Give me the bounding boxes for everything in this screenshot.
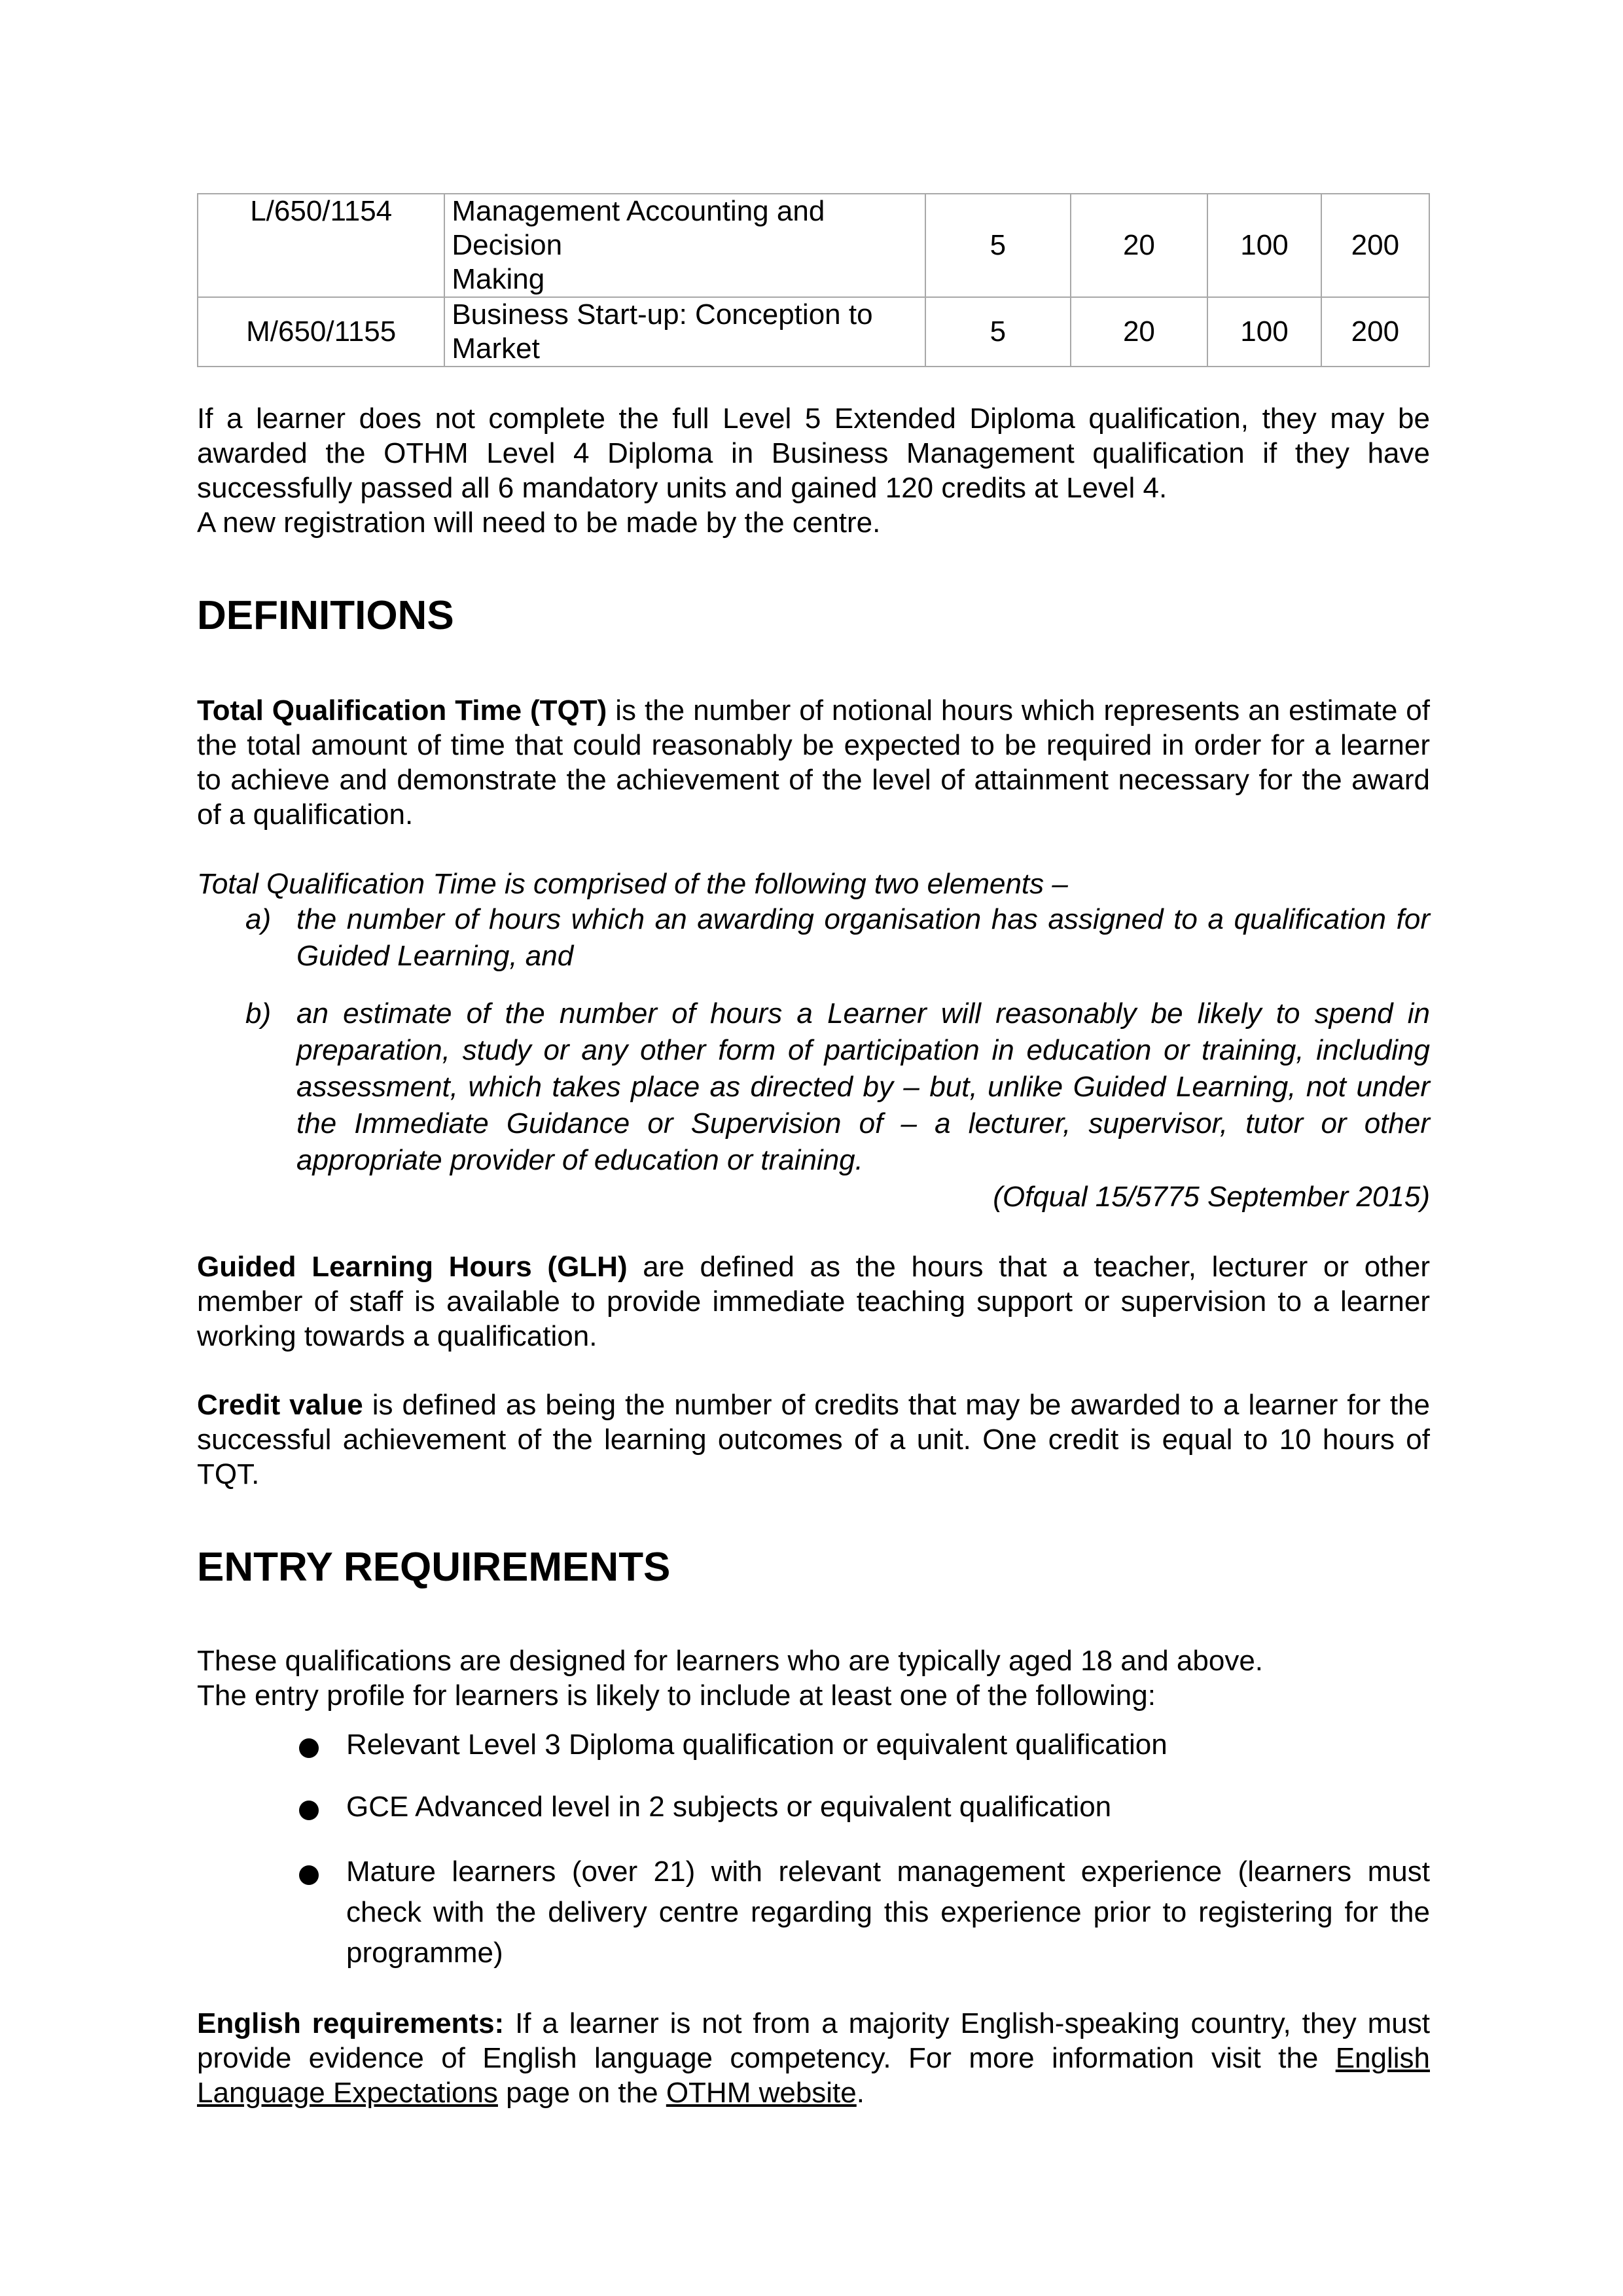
bullet-icon bbox=[299, 1865, 319, 1885]
unit-code: M/650/1155 bbox=[198, 297, 444, 367]
unit-tqt: 200 bbox=[1321, 297, 1429, 367]
credit-term: Credit value bbox=[197, 1389, 363, 1421]
unit-title: Management Accounting and Decision Making bbox=[444, 194, 925, 297]
bullet-icon bbox=[299, 1738, 319, 1758]
units-table bbox=[197, 193, 1430, 367]
english-requirements-paragraph: English requirements: If a learner is not from a majority English-speaking country, they must provide evidence of English language competency. For more information visit the English Language Expectations page on the OTHM website. bbox=[197, 2007, 1430, 2109]
age-paragraph: These qualifications are designed for learners who are typically aged 18 and above. bbox=[197, 1645, 1264, 1677]
unit-tqt: 200 bbox=[1321, 194, 1429, 297]
glh-definition: Guided Learning Hours (GLH) are defined as the hours that a teacher, lecturer or other member of staff is available to provide immediate teaching support or supervision to a learner working towards a qualification. bbox=[197, 1251, 1431, 1352]
table-row bbox=[198, 194, 1429, 297]
entry-profile-paragraph: The entry profile for learners is likely to include at least one of the following: bbox=[197, 1679, 1156, 1712]
unit-credits: 20 bbox=[1071, 194, 1208, 297]
english-language-expectations-link[interactable]: English Language Expectations bbox=[197, 2042, 1430, 2109]
list-item: Relevant Level 3 Diploma qualification or equivalent qualification bbox=[197, 1727, 1430, 1762]
entry-requirements-heading: ENTRY REQUIREMENTS bbox=[197, 1545, 671, 1590]
unit-level: 5 bbox=[925, 297, 1070, 367]
unit-glh: 100 bbox=[1207, 194, 1321, 297]
list-item: Mature learners (over 21) with relevant management experience (learners must check with the delivery centre regarding this experience prior to registering for the programme) bbox=[197, 1852, 1430, 1973]
credit-definition: Credit value is defined as being the number of credits that may be awarded to a learner for the successful achievement of the learning outcomes of a unit. One credit is equal to 10 hours of TQT. bbox=[197, 1389, 1430, 1490]
othm-website-link[interactable]: OTHM website bbox=[666, 2077, 857, 2109]
unit-title: Business Start-up: Conception to Market bbox=[444, 297, 925, 367]
tqt-elements-intro: Total Qualification Time is comprised of the following two elements – bbox=[197, 868, 1068, 900]
fallback-award-paragraph: If a learner does not complete the full Level 5 Extended Diploma qualification, they may be awarded the OTHM Level 4 Diploma in Business Management qualification if they have successfully passed all 6 mandatory units and gained 120 credits at Level 4. bbox=[197, 403, 1430, 504]
list-item: GCE Advanced level in 2 subjects or equivalent qualification bbox=[197, 1789, 1430, 1824]
unit-code: L/650/1154 bbox=[198, 194, 444, 297]
document-page bbox=[197, 193, 1430, 2110]
unit-level: 5 bbox=[925, 194, 1070, 297]
glh-term: Guided Learning Hours (GLH) bbox=[197, 1251, 628, 1283]
new-registration-note: A new registration will need to be made by the centre. bbox=[197, 507, 881, 539]
source-citation: (Ofqual 15/5775 September 2015) bbox=[993, 1181, 1430, 1213]
entry-profile-list bbox=[197, 1727, 1430, 1973]
unit-credits: 20 bbox=[1071, 297, 1208, 367]
tqt-term: Total Qualification Time (TQT) bbox=[197, 694, 607, 726]
list-marker: a) bbox=[245, 903, 272, 935]
table-row bbox=[198, 297, 1429, 367]
english-term: English requirements: bbox=[197, 2007, 505, 2039]
list-marker: b) bbox=[245, 997, 272, 1030]
definitions-heading: DEFINITIONS bbox=[197, 593, 454, 638]
tqt-elements-list bbox=[197, 901, 1430, 1179]
unit-glh: 100 bbox=[1207, 297, 1321, 367]
list-item: b) an estimate of the number of hours a Learner will reasonably be likely to spend in preparation, study or any other form of participation in education or training, including assessment, which takes place as directed by – but, unlike Guided Learning, not under the Immediate Guidance or Supervision of – a lecturer, supervisor, tutor or other appropriate provider of education or training. bbox=[197, 996, 1430, 1179]
list-item: a) the number of hours which an awarding organisation has assigned to a qualification for Guided Learning, and bbox=[197, 901, 1430, 975]
tqt-definition: Total Qualification Time (TQT) is the number of notional hours which represents an estimate of the total amount of time that could reasonably be expected to be required in order for a learner to achieve and demonstrate the achievement of the level of attainment necessary for the award of a qualification. bbox=[197, 694, 1430, 831]
bullet-icon bbox=[299, 1801, 319, 1820]
